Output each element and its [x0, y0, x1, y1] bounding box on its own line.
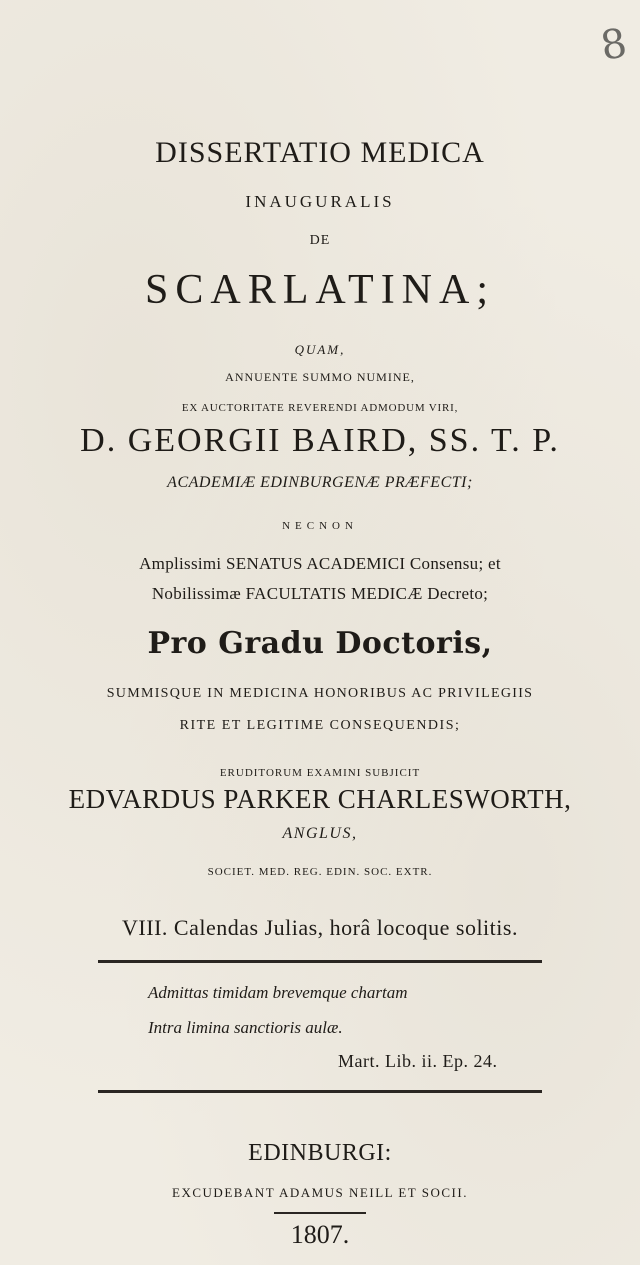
title-dissertatio-medica: DISSERTATIO MEDICA: [155, 136, 485, 169]
epigraph-top-rule: [98, 960, 542, 963]
page-number-mark: 8: [596, 20, 630, 70]
epigraph-line-1: Admittas timidam brevemque chartam: [148, 983, 408, 1002]
epigraph-bottom-rule: [98, 1090, 542, 1093]
eruditorum-line: ERUDITORUM EXAMINI SUBJICIT: [219, 767, 421, 779]
imprint-rule: [274, 1212, 366, 1214]
imprint-year: 1807.: [290, 1220, 350, 1249]
facultatis-line: Nobilissimæ FACULTATIS MEDICÆ Decreto;: [151, 584, 489, 603]
title-inauguralis: INAUGURALIS: [245, 192, 395, 211]
honoribus-line: SUMMISQUE IN MEDICINA HONORIBUS AC PRIVILEGIIS: [106, 686, 534, 701]
epigraph-citation: Mart. Lib. ii. Ep. 24.: [338, 1051, 498, 1071]
ex-auctoritate-line: EX AUCTORITATE REVERENDI ADMODUM VIRI,: [181, 402, 459, 414]
date-line: VIII. Calendas Julias, horâ locoque solitis.: [122, 915, 518, 940]
society-line: SOCIET. MED. REG. EDIN. SOC. EXTR.: [207, 866, 433, 878]
epigraph-line-2: Intra limina sanctioris aulæ.: [148, 1018, 343, 1037]
author-nationality: ANGLUS,: [282, 825, 358, 842]
imprint-city: EDINBURGI:: [248, 1140, 392, 1166]
annuente-line: ANNUENTE SUMMO NUMINE,: [225, 370, 415, 384]
senatus-line: Amplissimi SENATUS ACADEMICI Consensu; et: [139, 554, 501, 573]
author-name: EDVARDUS PARKER CHARLESWORTH,: [68, 784, 572, 814]
necnon-line: NECNON: [282, 520, 358, 532]
pro-gradu-doctoris: Pro Gradu Doctoris,: [147, 626, 493, 661]
principal-name: D. GEORGII BAIRD, SS. T. P.: [80, 422, 560, 459]
quam-line: QUAM,: [294, 342, 346, 357]
academiae-line: ACADEMIÆ EDINBURGENÆ PRÆFECTI;: [167, 474, 473, 491]
title-de: DE: [309, 233, 331, 248]
rite-line: RITE ET LEGITIME CONSEQUENDIS;: [179, 718, 461, 733]
imprint-printer: EXCUDEBANT ADAMUS NEILL ET SOCII.: [172, 1185, 468, 1200]
title-subject: SCARLATINA;: [144, 267, 496, 313]
